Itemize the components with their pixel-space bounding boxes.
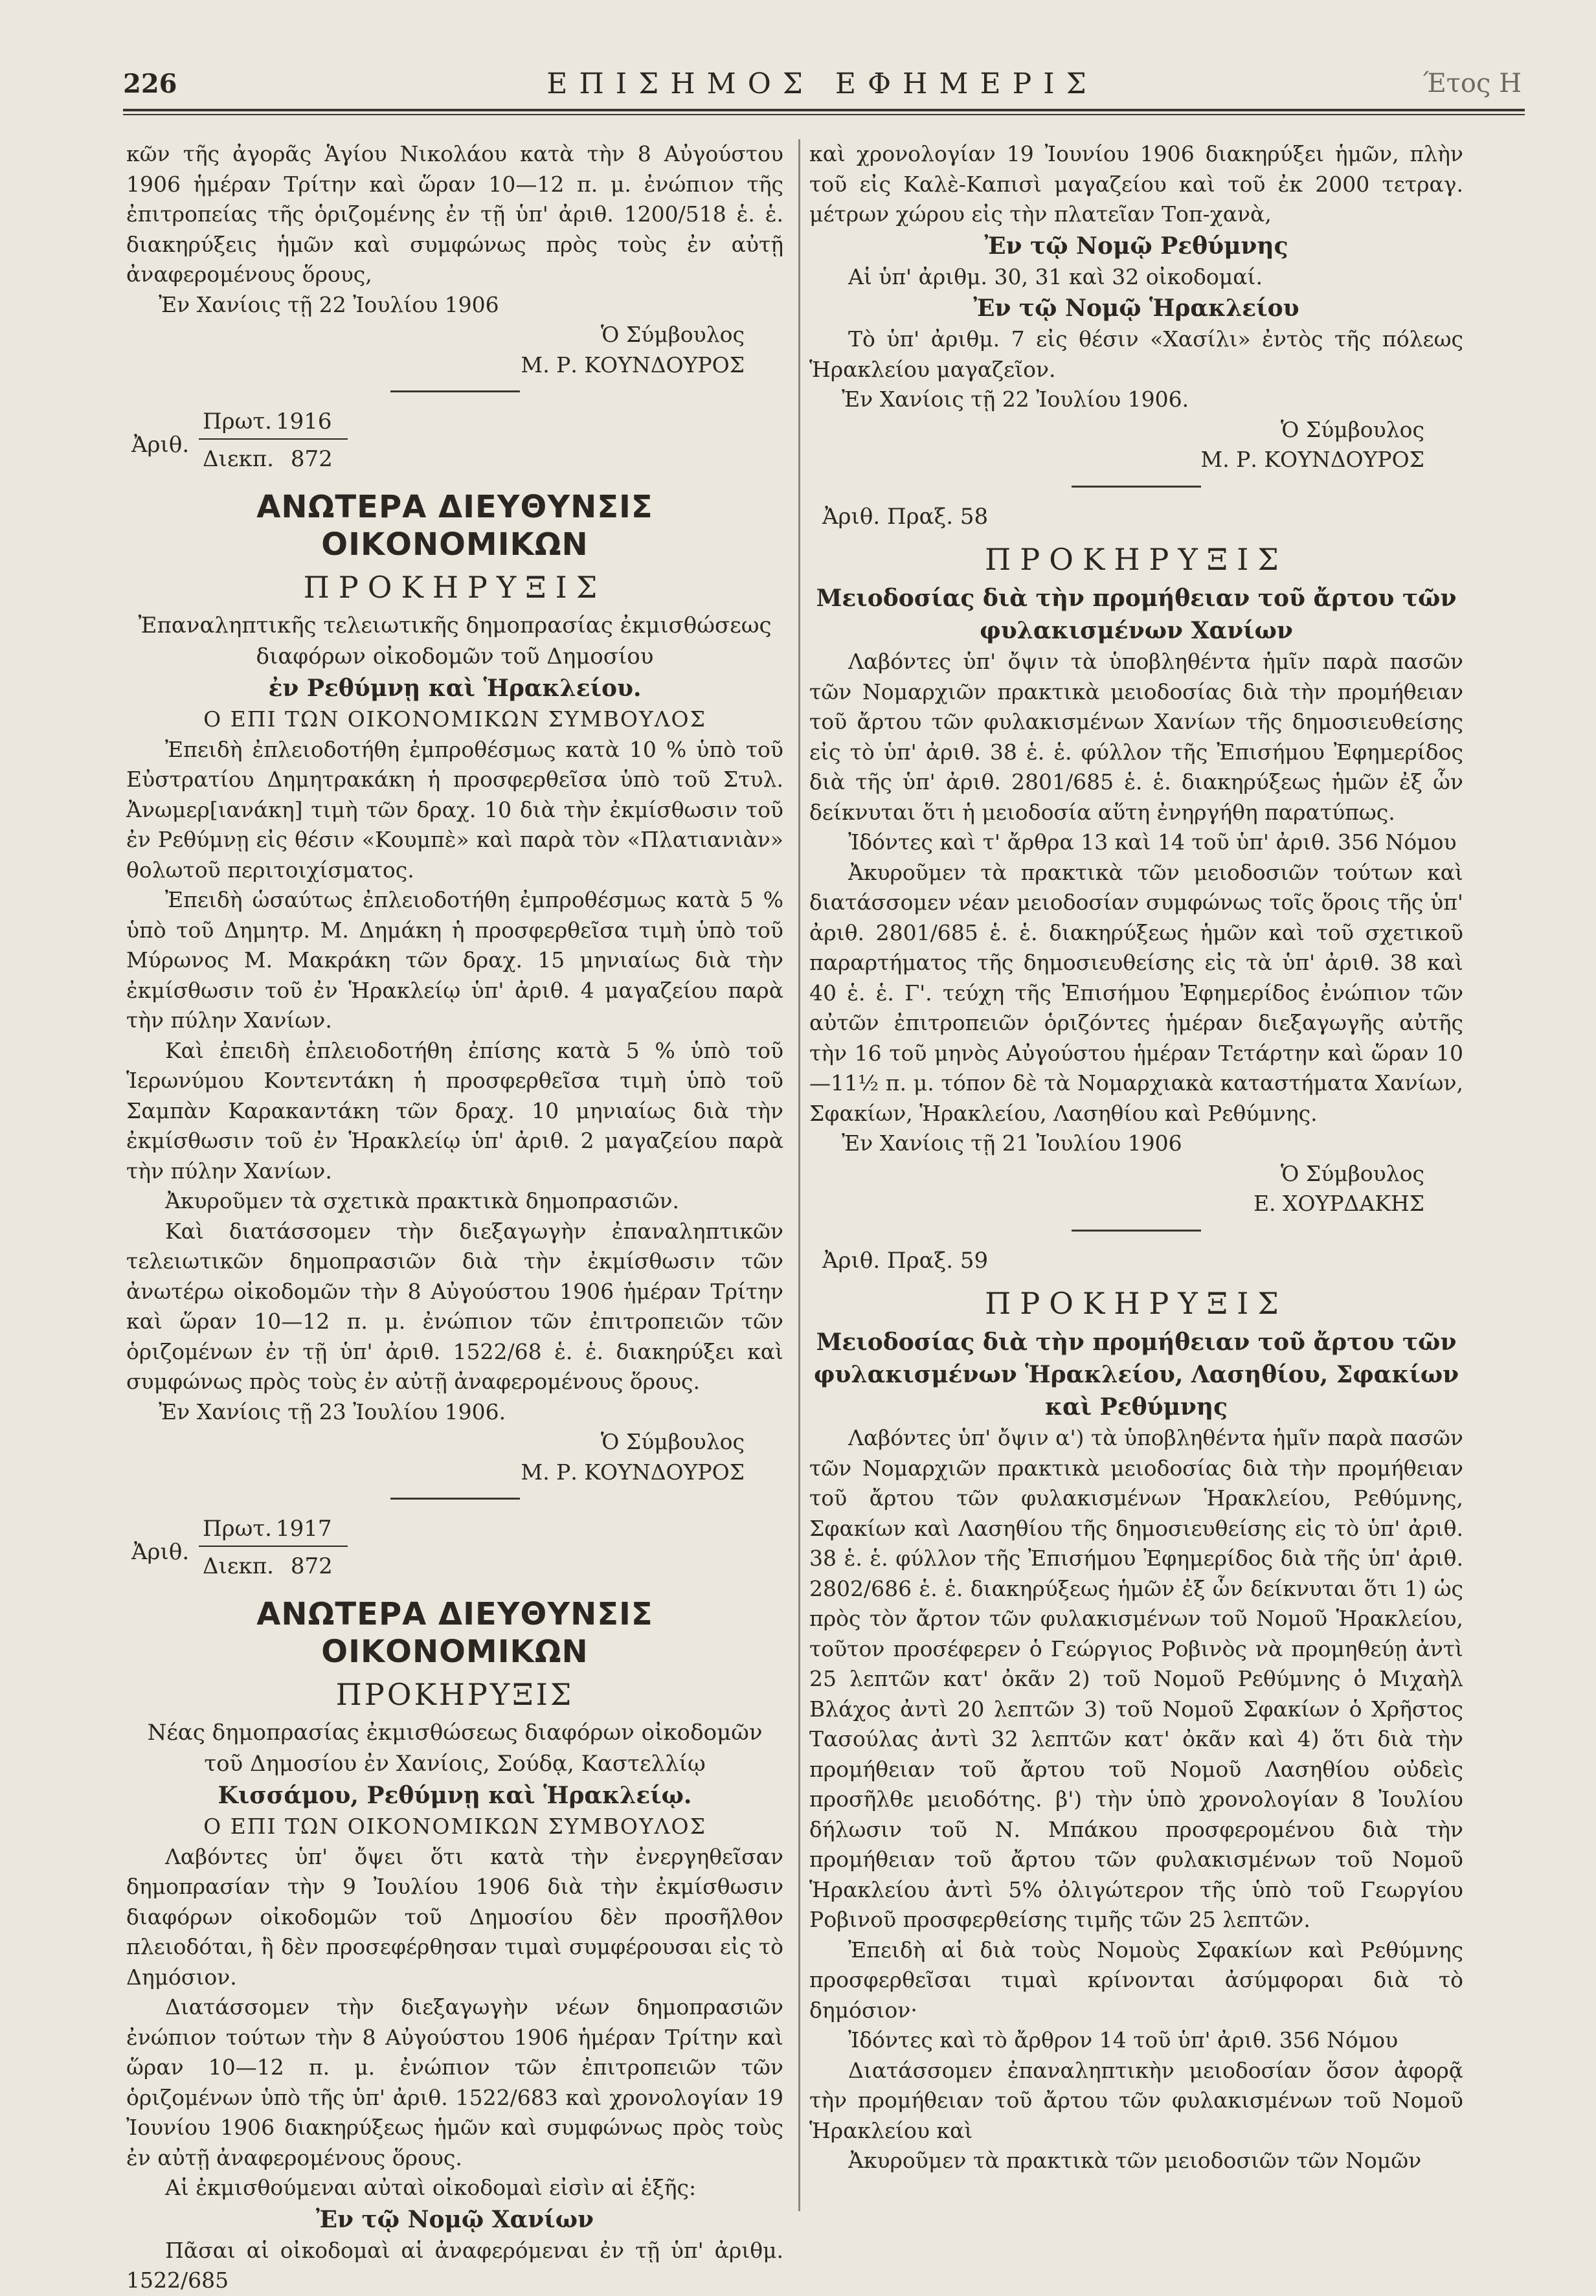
diekp-number: 872 (290, 446, 333, 472)
paragraph: Ἀκυροῦμεν τὰ πρακτικὰ τῶν μειοδοσιῶν τῶν Νομῶν (848, 2148, 1422, 2173)
official-title: Ο ΕΠΙ ΤΩΝ ΟΙΚΟΝΟΜΙΚΩΝ ΣΥΜΒΟΥΛΟΣ (203, 1814, 706, 1839)
prefecture-heading: Ἐν τῷ Νομῷ Χανίων (316, 2205, 594, 2233)
place-date: Ἐν Χανίοις τῇ 23 Ἰουλίου 1906. (159, 1399, 506, 1424)
paragraph: Ἀκυροῦμεν τὰ πρακτικὰ τῶν μειοδοσιῶν τούτων καὶ διατάσσομεν νέαν μειοδοσίαν συμφώνως τοῖς ὅροις τῆς ὑπ' ἀριθ. 2801/685 ἑ. ἑ. διακηρύξεως ἡμῶν καὶ τοῦ σχετικοῦ παραρτήματος τῆς δημοσιευθείσης εἰς τὰ ὑπ' ἀριθ. 38 καὶ 40 ἑ. ἑ. Γ'. τεύχη τῆς Ἐπισήμου Ἐφημερίδος ἐνώπιον τῶν αὐτῶν ἐπιτροπειῶν ὁριζόντες ἡμέραν διεξαγωγῆς αὐτῆς τὴν 16 τοῦ μηνὸς Αὐγούστου ἡμέραν Τετάρτην καὶ ὥραν 10—11½ π. μ. τόπον δὲ τὰ Νομαρχιακὰ καταστήματα Χανίων, Σφακίων, Ἡρακλείου, Λασηθίου καὶ Ρεθύμνης. (809, 859, 1463, 1126)
section-divider (390, 390, 520, 392)
paragraph: κῶν τῆς ἀγορᾶς Ἁγίου Νικολάου κατὰ τὴν 8 Αὐγούστου 1906 ἡμέραν Τρίτην καὶ ὥραν 10—12 π. μ. ἐνώπιον τῆς ἐπιτροπείας τῆς ὁριζομένης ἐν τῇ ὑπ' ἀριθ. 1200/518 ἑ. ἑ. διακηρύξεις ἡμῶν καὶ συμφώνως πρὸς τοὺς ἐν αὐτῇ ἀναφερομένους ὅρους, (126, 141, 783, 287)
act-number: Ἀριθ. Πραξ. 59 (822, 1247, 989, 1274)
paragraph: Τὸ ὑπ' ἀριθμ. 7 εἰς θέσιν «Χασίλι» ἐντὸς τῆς πόλεως Ἡρακλείου μαγαζεῖον. (809, 326, 1463, 382)
section-divider (390, 1498, 520, 1500)
proclamation-title: ΠΡΟΚΗΡΥΞΙΣ (303, 570, 607, 605)
paragraph: Ἀκυροῦμεν τὰ σχετικὰ πρακτικὰ δημοπρασιῶν. (165, 1188, 680, 1213)
proclamation-subtitle-bold: ἐν Ρεθύμνῃ καὶ Ἡρακλείου. (268, 675, 642, 702)
signatory-name: Μ. Ρ. ΚΟΥΝΔΟΥΡΟΣ (521, 352, 745, 377)
reference-number (126, 407, 783, 484)
column-divider (798, 139, 800, 2211)
proclamation-subtitle-bold: Κισσάμου, Ρεθύμνῃ καὶ Ἡρακλείῳ. (218, 1782, 692, 1809)
paragraph: Ἰδόντες καὶ τ' ἄρθρα 13 καὶ 14 τοῦ ὑπ' ἀριθ. 356 Νόμου (848, 829, 1457, 855)
paragraph: Πᾶσαι αἱ οἰκοδομαὶ αἱ ἀναφερόμεναι ἐν τῇ ὑπ' ἀριθμ. 1522/685 (126, 2237, 783, 2293)
proclamation-title: ΠΡΟΚΗΡΥΞΙΣ (985, 1286, 1288, 1321)
place-date: Ἐν Χανίοις τῇ 21 Ἰουλίου 1906 (842, 1131, 1182, 1156)
proclamation-title: ΠΡΟΚΗΡΥΞΙΣ (335, 1677, 574, 1712)
signatory-name: Ε. ΧΟΥΡΔΑΚΗΣ (1253, 1191, 1424, 1216)
masthead-title: ΕΠΙΣΗΜΟΣ ΕΦΗΜΕΡΙΣ (546, 67, 1098, 100)
diekp-label: Διεκπ. (203, 1553, 274, 1579)
paragraph: Ἐπειδὴ ἐπλειοδοτήθη ἐμπροθέσμως κατὰ 10 % ὑπὸ τοῦ Εὐστρατίου Δημητρακάκη ἡ προσφερθεῖσα ὑπὸ τοῦ Στυλ. Ἀνωμερ[ιανάκη] τιμὴ τῶν δραχ. 10 διὰ τὴν ἐκμίσθωσιν τοῦ ἐν Ρεθύμνῃ εἰς θέσιν «Κουμπὲ» καὶ παρὰ τὸν «Πλατιανιὰν» θολωτοῦ περιτοιχίσματος. (126, 736, 783, 883)
section-divider (1072, 1230, 1201, 1232)
prefecture-heading: Ἐν τῷ Νομῷ Ρεθύμνης (984, 232, 1288, 260)
signatory-role: Ὁ Σύμβουλος (601, 322, 745, 347)
reference-number (126, 1514, 783, 1592)
page-number: 226 (123, 69, 177, 99)
proclamation-subtitle-bold: Μειοδοσίας διὰ τὴν προμήθειαν τοῦ ἄρτου τῶν φυλακισμένων Ἡρακλείου, Λασηθίου, Σφακίων καὶ Ρεθύμνης (813, 1329, 1459, 1421)
arith-label: Ἀριθ. (131, 432, 190, 458)
right-column (809, 139, 1463, 2176)
paragraph: Ἐπειδὴ ὡσαύτως ἐπλειοδοτήθη ἐμπροθέσμως κατὰ 5 % ὑπὸ τοῦ Δημητρ. Μ. Δημάκη ἡ προσφερθεῖσα τιμὴ ὑπὸ τοῦ Μύρωνος Μ. Μακράκη τῶν δραχ. 15 μηνιαίως διὰ τὴν ἐκμίσθωσιν τοῦ ἐν Ἡρακλείῳ ὑπ' ἀριθ. 4 μαγαζείου παρὰ τὴν πύλην Χανίων. (126, 887, 783, 1033)
prefecture-heading: Ἐν τῷ Νομῷ Ἡρακλείου (973, 295, 1299, 322)
prot-number: 1916 (275, 409, 332, 434)
proclamation-title: ΠΡΟΚΗΡΥΞΙΣ (985, 542, 1288, 577)
arith-label: Ἀριθ. (131, 1539, 190, 1565)
prot-line (199, 1514, 348, 1547)
act-number: Ἀριθ. Πραξ. 58 (822, 503, 989, 530)
prot-label: Πρωτ. (203, 1516, 272, 1542)
paragraph: Λαβόντες ὑπ' ὄψει ὅτι κατὰ τὴν ἐνεργηθεῖσαν δημοπρασίαν τὴν 9 Ἰουλίου 1906 διὰ τὴν ἐκμίσθωσιν διαφόρων οἰκοδομῶν τοῦ Δημοσίου δὲν προσῆλθον πλειοδόται, ἢ δὲν προσεφέρθησαν τιμαὶ συμφέρουσαι εἰς τὸ Δημόσιον. (126, 1843, 783, 1990)
section-heading: ΑΝΩΤΕΡΑ ΔΙΕΥΘΥΝΣΙΣ ΟΙΚΟΝΟΜΙΚΩΝ (256, 1596, 653, 1670)
diekp-line (203, 1551, 333, 1582)
diekp-line (203, 444, 333, 475)
paragraph: Αἱ ἐκμισθούμεναι αὐταὶ οἰκοδομαὶ εἰσὶν αἱ ἑξῆς: (165, 2175, 697, 2200)
place-date: Ἐν Χανίοις τῇ 22 Ἰουλίου 1906 (159, 291, 499, 317)
section-heading: ΑΝΩΤΕΡΑ ΔΙΕΥΘΥΝΣΙΣ ΟΙΚΟΝΟΜΙΚΩΝ (256, 489, 653, 563)
paragraph: Καὶ διατάσσομεν τὴν διεξαγωγὴν ἐπαναληπτικῶν τελειωτικῶν δημοπρασιῶν διὰ τὴν ἐκμίσθωσιν τῶν ἀνωτέρω οἰκοδομῶν τὴν 8 Αὐγούστου 1906 ἡμέραν Τρίτην καὶ ὥραν 10—12 π. μ. ἐνώπιον τῶν ἐπιτροπειῶν τῶν ὁριζομένων ἐν τῇ ὑπ' ἀριθ. 1522/68 ἑ. ἑ. διακηρύξει καὶ συμφώνως πρὸς τοὺς ἐν αὐτῇ ἀναφερομένους ὅρους. (126, 1218, 783, 1394)
proclamation-subtitle-bold: Μειοδοσίας διὰ τὴν προμήθειαν τοῦ ἄρτου τῶν φυλακισμένων Χανίων (816, 585, 1457, 644)
diekp-number: 872 (290, 1553, 333, 1579)
signatory-role: Ὁ Σύμβουλος (1281, 1160, 1424, 1186)
proclamation-subtitle: Ἐπαναληπτικῆς τελειωτικῆς δημοπρασίας ἐκμισθώσεως διαφόρων οἰκοδομῶν τοῦ Δημοσίου (138, 613, 772, 670)
prot-number: 1917 (275, 1516, 332, 1542)
place-date: Ἐν Χανίοις τῇ 22 Ἰουλίου 1906. (842, 387, 1189, 412)
paragraph: Λαβόντες ὑπ' ὄψιν τὰ ὑποβληθέντα ἡμῖν παρὰ πασῶν τῶν Νομαρχιῶν πρακτικὰ μειοδοσίας διὰ τὴν προμήθειαν τοῦ ἄρτου τῶν φυλακισμένων Χανίων τῆς δημοσιευθείσης εἰς τὸ ὑπ' ἀριθ. 38 ἑ. ἑ. φύλλον τῆς Ἐπισήμου Ἐφημερίδος διὰ τῆς ὑπ' ἀριθ. 2801/685 ἑ. ἑ. διακηρύξεως ἡμῶν ἐξ ὧν δείκνυται ὅτι ἡ μειοδοσία αὕτη ἐνηργήθη παρατύπως. (809, 649, 1463, 825)
paragraph: Αἱ ὑπ' ἀριθμ. 30, 31 καὶ 32 οἰκοδομαί. (848, 264, 1263, 289)
paragraph: καὶ χρονολογίαν 19 Ἰουνίου 1906 διακηρύξει ἡμῶν, πλὴν τοῦ εἰς Καλὲ-Καπισὶ μαγαζείου καὶ τοῦ ἐκ 2000 τετραγ. μέτρων χώρου εἰς τὴν πλατεῖαν Τοπ-χανὰ, (809, 141, 1463, 227)
prot-line (199, 407, 348, 440)
left-column (126, 139, 783, 2296)
paragraph: Διατάσσομεν τὴν διεξαγωγὴν νέων δημοπρασιῶν ἐνώπιον τούτων τὴν 8 Αὐγούστου 1906 ἡμέραν Τρίτην καὶ ὥραν 10—12 π. μ. ἐνώπιον τῶν ἐπιτροπειῶν τῶν ὁριζομένων ὑπὸ τῆς ὑπ' ἀριθ. 1522/683 καὶ χρονολογίαν 19 Ἰουνίου 1906 διακηρύξεως ἡμῶν καὶ συμφώνως πρὸς τοὺς ἐν αὐτῇ ἀναφερομένους ὅρους. (126, 1994, 783, 2170)
official-title: Ο ΕΠΙ ΤΩΝ ΟΙΚΟΝΟΜΙΚΩΝ ΣΥΜΒΟΥΛΟΣ (203, 706, 706, 732)
section-divider (1072, 486, 1201, 488)
paragraph: Λαβόντες ὑπ' ὄψιν α') τὰ ὑποβληθέντα ἡμῖν παρὰ πασῶν τῶν Νομαρχιῶν πρακτικὰ μειοδοσίας διὰ τὴν προμήθειαν τοῦ ἄρτου τῶν φυλακισμένων Ἡρακλείου, Ρεθύμνης, Σφακίων καὶ Λασηθίου τῆς δημοσιευθείσης εἰς τὸ ὑπ' ἀριθ. 38 ἑ. ἑ. φύλλον τῆς Ἐπισήμου Ἐφημερίδος διὰ τῆς ὑπ' ἀριθ. 2802/686 ἑ. ἑ. διακηρύξεως ἡμῶν ἐξ ὧν δείκνυται ὅτι 1) ὡς πρὸς τὸν ἄρτον τῶν φυλακισμένων τοῦ Νομοῦ Ἡρακλείου, τοῦτον προσέφερεν ὁ Γεώργιος Ροβινὸς νὰ προμηθεύῃ ἀντὶ 25 λεπτῶν κατ' ὀκᾶν 2) τοῦ Νομοῦ Ρεθύμνης ὁ Μιχαὴλ Βλάχος ἀντὶ 20 λεπτῶν 3) τοῦ Νομοῦ Σφακίων ὁ Χρῆστος Τασούλας ἀντὶ 32 λεπτῶν κατ' ὀκᾶν καὶ 4) ὅτι διὰ τὴν προμήθειαν τοῦ ἄρτου τοῦ Νομοῦ Λασηθίου οὐδεὶς προσῆλθε μειοδότης. β') τὴν ὑπὸ χρονολογίαν 8 Ἰουλίου δήλωσιν τοῦ Ν. Μπάκου προσφερομένου διὰ τὴν προμήθειαν τοῦ ἄρτου τῶν φυλακισμένων τοῦ Νομοῦ Ἡρακλείου ἀντὶ 5% ὀλιγώτερον τῆς ὑπὸ τοῦ Γεωργίου Ροβινοῦ προσφερθείσης τιμῆς τῶν 25 λεπτῶν. (809, 1425, 1463, 1932)
proclamation-subtitle: Νέας δημοπρασίας ἐκμισθώσεως διαφόρων οἰκοδομῶν τοῦ Δημοσίου ἐν Χανίοις, Σούδᾳ, Καστελλίῳ (147, 1720, 763, 1777)
diekp-label: Διεκπ. (203, 446, 274, 472)
header-rule-top (123, 109, 1525, 111)
signatory-role: Ὁ Σύμβουλος (1281, 416, 1424, 442)
prot-label: Πρωτ. (203, 409, 272, 434)
header-rule-bottom (123, 114, 1525, 115)
issue-year: Έτος Η (1422, 69, 1522, 98)
signatory-role: Ὁ Σύμβουλος (601, 1429, 745, 1454)
signatory-name: Μ. Ρ. ΚΟΥΝΔΟΥΡΟΣ (521, 1459, 745, 1485)
paragraph: Ἐπειδὴ αἱ διὰ τοὺς Νομοὺς Σφακίων καὶ Ρεθύμνης προσφερθεῖσαι τιμαὶ κρίνονται ἀσύμφοραι διὰ τὸ δημόσιον· (809, 1937, 1463, 2023)
paragraph: Διατάσσομεν ἐπαναληπτικὴν μειοδοσίαν ὅσον ἀφορᾷ τὴν προμήθειαν τοῦ ἄρτου τῶν φυλακισμένων τοῦ Νομοῦ Ἡρακλείου καὶ (809, 2057, 1463, 2143)
page-header (123, 65, 1522, 104)
signatory-name: Μ. Ρ. ΚΟΥΝΔΟΥΡΟΣ (1200, 447, 1424, 472)
paragraph: Καὶ ἐπειδὴ ἐπλειοδοτήθη ἐπίσης κατὰ 5 % ὑπὸ τοῦ Ἱερωνύμου Κοντεντάκη ἡ προσφερθεῖσα τιμὴ ὑπὸ τοῦ Σαμπὰν Καρακαντάκη τῶν δραχ. 10 μηνιαίως διὰ τὴν ἐκμίσθωσιν τοῦ ἐν Ἡρακλείῳ ὑπ' ἀριθ. 2 μαγαζείου παρὰ τὴν πύλην Χανίων. (126, 1037, 783, 1184)
paragraph: Ἰδόντες καὶ τὸ ἄρθρον 14 τοῦ ὑπ' ἀριθ. 356 Νόμου (848, 2027, 1399, 2053)
